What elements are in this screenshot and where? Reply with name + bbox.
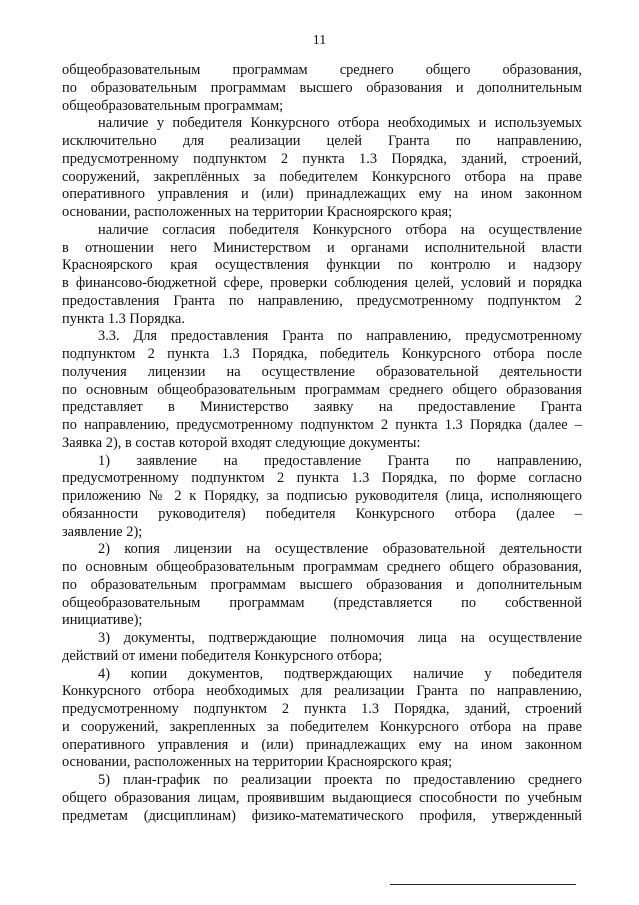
text-line: заявление 2); [62,523,143,540]
text-line: подпунктом 2 пункта 1.3 Порядка, победитель Конкурсного отбора после [62,346,582,362]
text-line: 2) копия лицензии на осуществление образовательной деятельности [98,541,582,558]
text-line: 3) документы, подтверждающие полномочия лица на осуществление [98,630,582,646]
text-line: наличие согласия победителя Конкурсного отбора на осуществление [98,221,582,238]
text-line: оперативного управления и (или) принадлежащих ему на ином законном [62,736,582,753]
text-line: 4) копии документов, подтверждающих наличие у победителя [98,665,582,682]
text-line: Заявка 2), в состав которой входят следующие документы: [62,434,421,451]
text-line: пункта 1.3 Порядка. [62,310,185,327]
text-line: обязанности руководителя) победителя Конкурсного отбора (далее – [62,505,582,522]
text-line: по направлению, предусмотренному подпунктом 2 пункта 1.3 Порядка (далее – [62,417,582,433]
text-line: получения лицензии на осуществление образовательной деятельности [62,363,582,380]
text-line: 5) план-график по реализации проекта по предоставлению среднего [98,772,582,788]
text-line: предусмотренному подпунктом 2 пункта 1.3 Порядка, зданий, строений [62,701,582,717]
text-line: приложению № 2 к Порядку, за подписью руководителя (лица, исполняющего [62,488,582,504]
text-line: и сооружений, закрепленных за победителем Конкурсного отбора на праве [62,718,582,735]
text-line: инициативе); [62,612,143,629]
text-line: предусмотренному подпунктом 2 пункта 1.3 Порядка, по форме согласно [62,470,582,487]
text-line: действий от имени победителя Конкурсного отбора; [62,647,383,664]
text-line: общеобразовательным программам; [62,97,284,114]
text-line: основании, расположенных на территории Красноярского края; [62,204,453,220]
text-line: по образовательным программам высшего образования и дополнительным [62,576,582,593]
text-line: по образовательным программам высшего образования и дополнительным [62,79,582,96]
text-line: общеобразовательным программам среднего общего образования, [62,62,582,78]
text-line: предметам (дисциплинам) физико-математического профиля, утвержденный [62,807,582,824]
text-line: в отношении него Министерством и органами исполнительной власти [62,239,582,256]
text-line: предоставления Гранта по направлению, предусмотренному подпунктом 2 [62,292,582,309]
text-line: Красноярского края осуществления функции по контролю и надзору [62,257,582,274]
text-line: по основным общеобразовательным программам среднего общего образования [62,381,582,398]
text-line: в финансово-бюджетной сфере, проверки соблюдения целей, условий и порядка [62,275,582,291]
text-line: Конкурсного отбора необходимых для реализации Гранта по направлению, [62,683,582,700]
text-line: общего образования лицам, проявившим выдающиеся способности по учебным [62,789,582,806]
document-body [62,62,582,825]
text-line: 3.3. Для предоставления Гранта по направлению, предусмотренному [98,328,582,345]
text-line: оперативного управления и (или) принадлежащих ему на ином законном [62,186,582,203]
text-line: основании, расположенных на территории Красноярского края; [62,754,453,771]
text-line: наличие у победителя Конкурсного отбора необходимых и используемых [98,115,582,132]
text-line: 1) заявление на предоставление Гранта по направлению, [98,452,582,469]
page-number: 11 [312,33,327,48]
footer-rule [390,884,576,885]
text-line: предусмотренному подпунктом 2 пункта 1.3 Порядка, зданий, строений, [62,150,582,167]
text-line: исключительно для реализации целей Гранта по направлению, [62,133,582,149]
text-line: по основным общеобразовательным программам среднего общего образования, [62,559,582,575]
text-line: представляет в Министерство заявку на предоставление Гранта [62,399,582,416]
text-line: общеобразовательным программам (представляется по собственной [62,594,582,611]
text-line: сооружений, закреплённых за победителем Конкурсного отбора на праве [62,168,582,185]
